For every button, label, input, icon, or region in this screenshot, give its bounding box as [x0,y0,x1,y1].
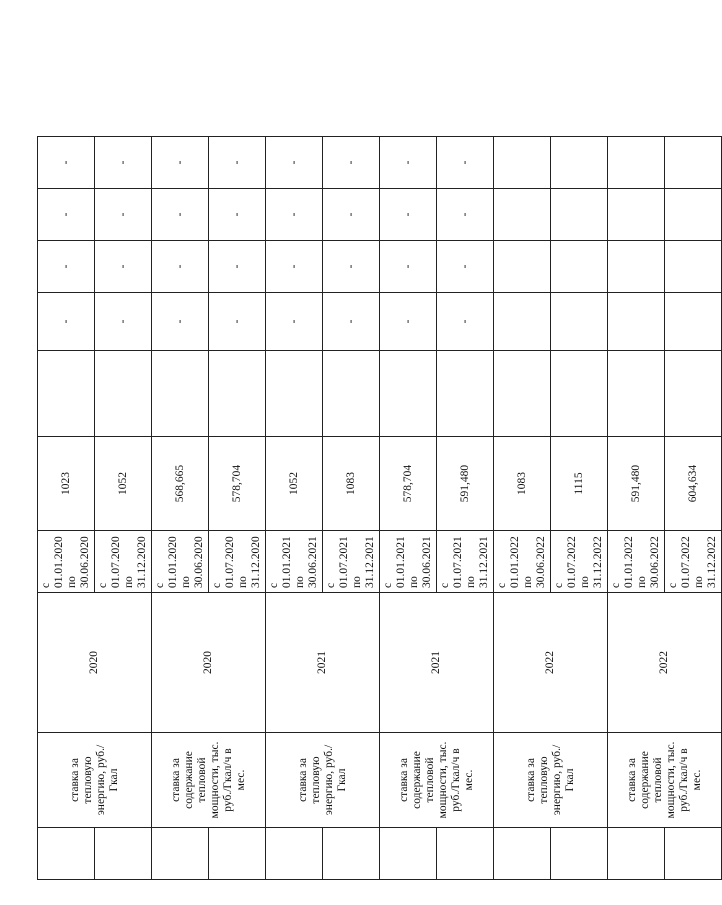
tariff-value-cell: 1083 [494,437,551,531]
tariff-value-cell: 1052 [95,437,152,531]
year-cell: 2022 [494,593,608,733]
blank-cell [95,828,152,880]
empty-cell [608,351,665,437]
tariff-value-cell: 1115 [551,437,608,531]
dash-cell [665,241,722,293]
period-cell [323,531,380,593]
period-start: с 01.01.2020 [40,536,65,588]
period-start: с 01.01.2021 [268,536,293,588]
period-cell [209,531,266,593]
empty-cell [437,351,494,437]
period-cell [266,531,323,593]
dash-cell: - [152,293,209,351]
dash-cell [551,293,608,351]
table-row [494,49,551,880]
dash-cell [665,137,722,189]
period-cell [665,531,722,593]
empty-cell [551,351,608,437]
period-start: с 01.07.2022 [667,536,692,588]
dash-cell: - [437,137,494,189]
table-row [152,49,209,880]
period-start: с 01.01.2020 [154,536,179,588]
dash-cell [494,241,551,293]
period-start: с 01.07.2021 [439,536,464,588]
period-end: по 30.06.2022 [636,536,661,588]
table-row [380,49,437,880]
dash-cell: - [380,189,437,241]
dash-cell: - [437,293,494,351]
indicator-cell: ставка за содержание тепловой мощности, тыс. руб./Гкал/ч в мес. [380,733,494,828]
dash-cell: - [437,241,494,293]
period-end: по 31.12.2021 [465,536,490,588]
year-cell: 2022 [608,593,722,733]
dash-cell: - [323,241,380,293]
indicator-cell: ставка за тепловую энергию, руб./Гкал [494,733,608,828]
tariff-value-cell: 578,704 [380,437,437,531]
dash-cell [494,293,551,351]
period-cell [494,531,551,593]
dash-cell: - [323,189,380,241]
dash-cell: - [266,189,323,241]
dash-cell: - [95,189,152,241]
dash-cell: - [380,293,437,351]
period-end: по 30.06.2021 [408,536,433,588]
period-cell [152,531,209,593]
dash-cell [494,189,551,241]
dash-cell: - [152,241,209,293]
dash-cell: - [380,241,437,293]
indicator-cell: ставка за тепловую энергию, руб./Гкал [266,733,380,828]
period-start: с 01.07.2020 [211,536,236,588]
blank-cell [152,828,209,880]
blank-cell [608,828,665,880]
dash-cell: - [95,293,152,351]
blank-cell [209,828,266,880]
dash-cell: - [209,293,266,351]
year-cell: 2020 [38,593,152,733]
empty-cell [152,351,209,437]
tariff-value-cell: 1052 [266,437,323,531]
dash-cell [665,189,722,241]
dash-cell: - [38,241,95,293]
dash-cell [551,241,608,293]
blank-cell [437,828,494,880]
blank-cell [266,828,323,880]
dash-cell [608,241,665,293]
dash-cell: - [266,137,323,189]
period-end: по 30.06.2020 [66,536,91,588]
dash-cell: - [209,189,266,241]
tariff-value-cell: 1083 [323,437,380,531]
tariff-value-cell: 591,480 [437,437,494,531]
tariff-table-body [38,49,722,880]
tariff-value-cell: 568,665 [152,437,209,531]
dash-cell: - [95,241,152,293]
period-start: с 01.07.2020 [97,536,122,588]
period-end: по 31.12.2022 [693,536,718,588]
blank-cell [380,828,437,880]
year-cell: 2021 [266,593,380,733]
period-end: по 30.06.2022 [522,536,547,588]
period-start: с 01.01.2022 [496,536,521,588]
blank-cell [494,828,551,880]
empty-cell [380,351,437,437]
dash-cell: - [323,293,380,351]
dash-cell: - [152,137,209,189]
period-start: с 01.01.2021 [382,536,407,588]
empty-cell [38,351,95,437]
tariff-value-cell: 604,634 [665,437,722,531]
period-start: с 01.07.2022 [553,536,578,588]
dash-cell: - [266,293,323,351]
dash-cell: - [380,137,437,189]
period-end: по 31.12.2020 [123,536,148,588]
dash-cell: - [323,137,380,189]
year-cell: 2021 [380,593,494,733]
dash-cell: - [38,293,95,351]
dash-cell [494,137,551,189]
dash-cell: - [38,189,95,241]
period-start: с 01.07.2021 [325,536,350,588]
period-cell [380,531,437,593]
period-end: по 31.12.2021 [351,536,376,588]
dash-cell: - [152,189,209,241]
period-cell [437,531,494,593]
empty-cell [95,351,152,437]
dash-cell: - [209,137,266,189]
dash-cell: - [209,241,266,293]
table-row [266,49,323,880]
period-end: по 31.12.2020 [237,536,262,588]
dash-cell: - [266,241,323,293]
period-cell [551,531,608,593]
period-cell [38,531,95,593]
blank-cell [323,828,380,880]
year-cell: 2020 [152,593,266,733]
tariff-value-cell: 591,480 [608,437,665,531]
dash-cell [551,137,608,189]
period-end: по 31.12.2022 [579,536,604,588]
tariff-value-cell: 1023 [38,437,95,531]
empty-cell [494,351,551,437]
blank-cell [665,828,722,880]
dash-cell [665,293,722,351]
empty-cell [209,351,266,437]
period-end: по 30.06.2021 [294,536,319,588]
period-cell [95,531,152,593]
dash-cell [608,189,665,241]
period-start: с 01.01.2022 [610,536,635,588]
dash-cell: - [95,137,152,189]
empty-cell [323,351,380,437]
period-cell [608,531,665,593]
dash-cell: - [437,189,494,241]
indicator-cell: ставка за содержание тепловой мощности, тыс. руб./Гкал/ч в мес. [608,733,722,828]
empty-cell [665,351,722,437]
empty-cell [266,351,323,437]
table-row [608,49,665,880]
period-end: по 30.06.2020 [180,536,205,588]
blank-cell [551,828,608,880]
dash-cell [608,137,665,189]
blank-cell [38,828,95,880]
dash-cell [608,293,665,351]
dash-cell [551,189,608,241]
tariff-table [37,48,722,880]
tariff-value-cell: 578,704 [209,437,266,531]
table-row [38,49,95,880]
indicator-cell: ставка за содержание тепловой мощности, тыс. руб./Гкал/ч в мес. [152,733,266,828]
dash-cell: - [38,137,95,189]
indicator-cell: ставка за тепловую энергию, руб./Гкал [38,733,152,828]
